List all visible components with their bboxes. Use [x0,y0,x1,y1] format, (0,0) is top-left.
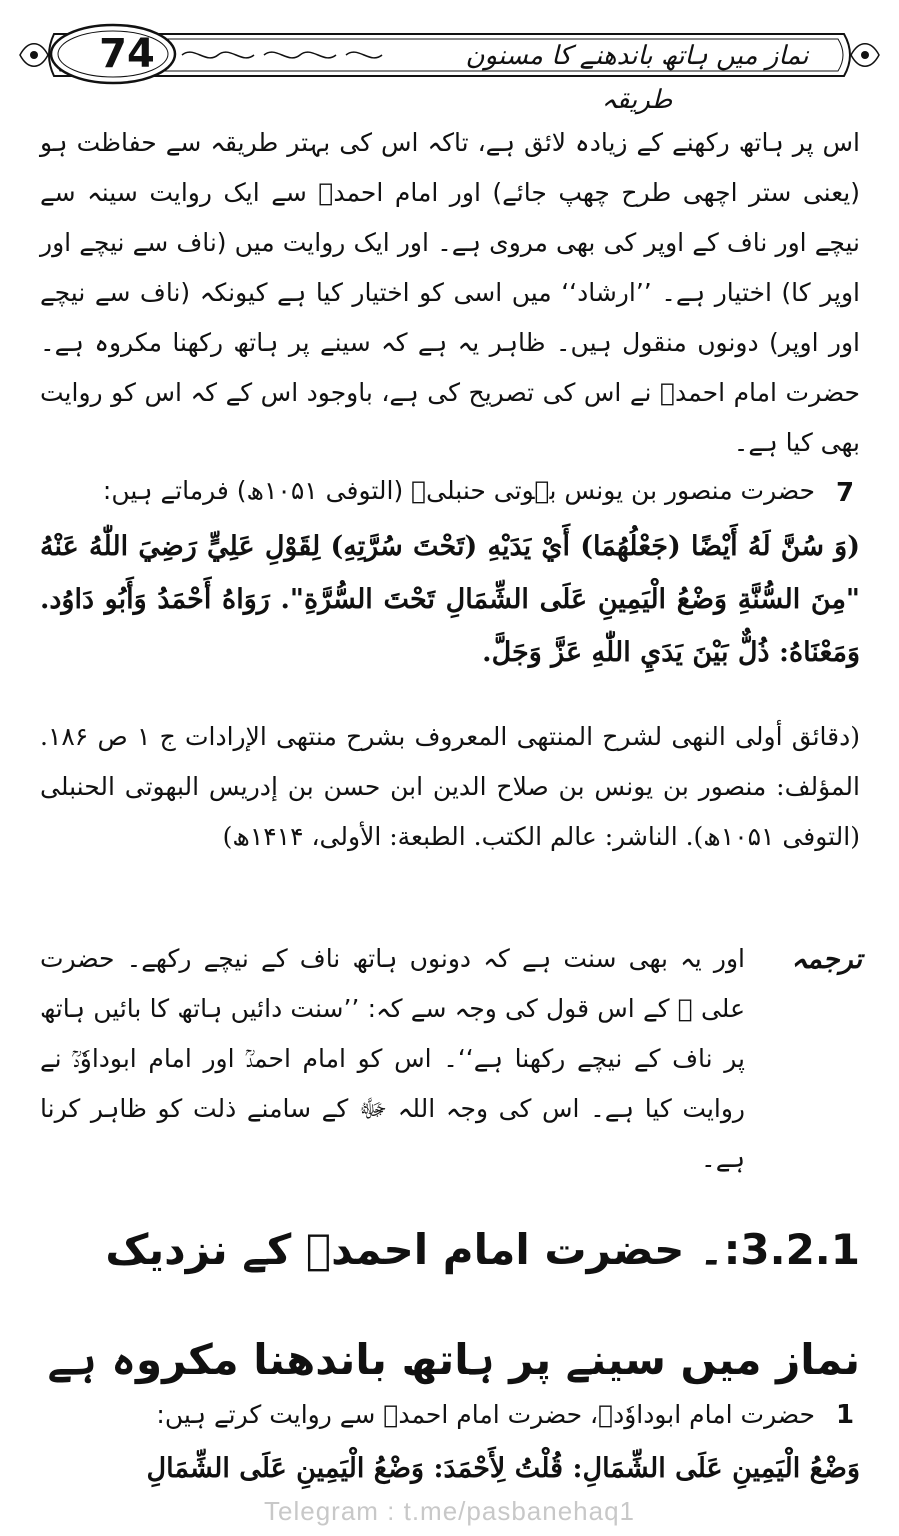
item1-intro-text: حضرت امام ابوداوٗدؒ، حضرت امام احمدؒ سے روایت کرتے ہیں: [156,1400,815,1429]
item-number-1: 1 [836,1400,855,1430]
page-number: 74 [99,31,155,77]
item-number-7: 7 [836,478,855,508]
intro-paragraph [40,118,860,468]
item7-arabic-quote [40,520,860,679]
item7-reference [40,712,860,862]
intro-text: اس پر ہاتھ رکھنے کے زیادہ لائق ہے، تاکہ اس کی بہتر طریقہ سے حفاظت ہو (یعنی ستر اچھی طرح چھپ جائے) اور امام احمدؒ سے ایک روایت سینہ سے نیچے اور ناف کے اوپر کی بھی مروی ہے۔ اور ایک روایت میں (ناف سے نیچے اور اوپر کا) اختیار ہے۔ ’’ارشاد‘‘ میں اسی کو اختیار کیا ہے کیونکہ (ناف سے نیچے اور اوپر) دونوں منقول ہیں۔ ظاہر یہ ہے کہ سینے پر ہاتھ رکھنا مکروہ ہے۔ حضرت امام احمدؒ نے اس کی تصریح کی ہے، باوجود اس کے کہ اس کو روایت بھی کیا ہے۔ [40,128,860,457]
item1-intro [40,1390,815,1440]
item7-intro-text: حضرت منصور بن یونس بہوتی حنبلیؒ (التوفی ۱۰۵۱ھ) فرماتے ہیں: [102,476,815,505]
translation-text: اور یہ بھی سنت ہے کہ دونوں ہاتھ ناف کے نیچے رکھے۔ حضرت علی ﷛ کے اس قول کی وجہ سے کہ: ’’سنت دائیں ہاتھ کا بائیں ہاتھ پر ناف کے نیچے رکھنا ہے‘‘۔ اس کو امام احمدؒ اور امام ابوداوٗدؒ نے روایت کیا ہے۔ اس کی وجہ اللہ ﷻ کے سامنے ذلت کو ظاہر کرنا ہے۔ [40,944,745,1173]
item7-arabic-text: (وَ سُنَّ لَهُ أَيْضًا (جَعْلُهُمَا) أَيْ يَدَيْهِ (تَحْتَ سُرَّتِهِ) لِقَوْلِ عَلِيٍّ رَضِيَ اللّٰهُ عَنْهُ "مِنَ السُّنَّةِ وَضْعُ الْيَمِينِ عَلَى الشِّمَالِ تَحْتَ السُّرَّةِ". رَوَاهُ أَحْمَدُ وَأَبُو دَاوُد. وَمَعْنَاهُ: ذُلٌّ بَيْنَ يَدَيِ اللّٰهِ عَزَّ وَجَلَّ. [40,531,860,668]
section-heading: 3.2.1:۔ حضرت امام احمدؒ کے نزدیک نماز میں سینے پر ہاتھ باندھنا مکروہ ہے [47,1225,860,1384]
item7-intro [40,466,815,516]
translation-paragraph [40,934,745,1184]
translation-label: ترجمہ [791,944,862,975]
item1-arabic-quote [40,1442,860,1495]
item1-arabic-text: وَضْعُ الْيَمِينِ عَلَى الشِّمَالِ: قُلْتُ لِأَحْمَدَ: وَضْعُ الْيَمِينِ عَلَى الشِّمَالِ [146,1453,860,1484]
running-title: نماز میں ہاتھ باندھنے کا مسنون طریقہ [465,41,809,115]
page-header [14,12,885,115]
telegram-watermark: Telegram : t.me/pasbanehaq1 [264,1496,635,1526]
item7-reference-text: (دقائق أولى النهى لشرح المنتهى المعروف بشرح منتهى الإرادات ج ۱ ص ۱۸۶. المؤلف: منصور بن يونس بن صلاح الدين ابن حسن بن إدريس البهوتى الحنبلى (التوفى ۱۰۵۱ھ). الناشر: عالم الكتب. الطبعة: الأولى، ۱۴۱۴ھ) [40,722,860,851]
